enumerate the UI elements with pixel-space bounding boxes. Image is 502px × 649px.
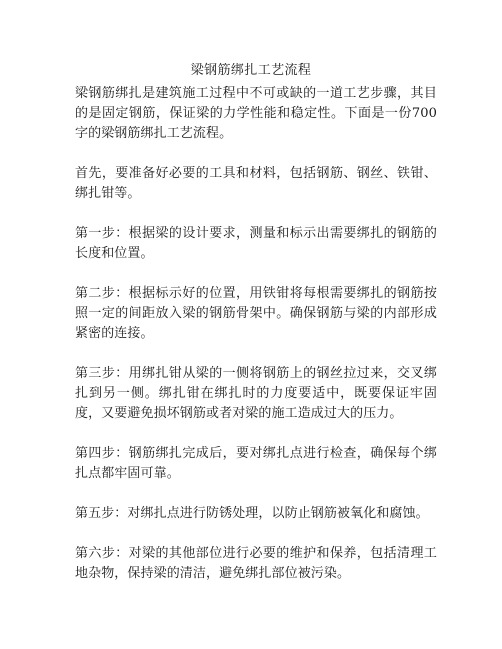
paragraph-step-4: 第四步：钢筋绑扎完成后，要对绑扎点进行检查，确保每个绑扎点都牢固可靠。 bbox=[75, 446, 437, 481]
paragraph-step-3: 第三步：用绑扎钳从梁的一侧将钢筋上的钢丝拉过来，交叉绑扎到另一侧。绑扎钳在绑扎时的力度要适中，既要保证牢固度，又要避免损坏钢筋或者对梁的施工造成过大的压力。 bbox=[75, 366, 437, 421]
document-body bbox=[75, 84, 437, 604]
paragraph-step-5: 第五步：对绑扎点进行防锈处理，以防止钢筋被氧化和腐蚀。 bbox=[75, 506, 429, 521]
paragraph-intro: 梁钢筋绑扎是建筑施工过程中不可或缺的一道工艺步骤，其目的是固定钢筋，保证梁的力学性能和稳定性。下面是一份700字的梁钢筋绑扎工艺流程。 bbox=[75, 86, 437, 141]
document-title: 梁钢筋绑扎工艺流程 bbox=[190, 63, 312, 78]
paragraph-step-6: 第六步：对梁的其他部位进行必要的维护和保养，包括清理工地杂物，保持梁的清洁，避免绑扎部位被污染。 bbox=[75, 546, 437, 581]
paragraph-preparation: 首先，要准备好必要的工具和材料，包括钢筋、钢丝、铁钳、绑扎钳等。 bbox=[75, 166, 437, 201]
paragraph-step-2: 第二步：根据标示好的位置，用铁钳将每根需要绑扎的钢筋按照一定的间距放入梁的钢筋骨架中。确保钢筋与梁的内部形成紧密的连接。 bbox=[75, 286, 437, 341]
paragraph-step-1: 第一步：根据梁的设计要求，测量和标示出需要绑扎的钢筋的长度和位置。 bbox=[75, 226, 437, 261]
